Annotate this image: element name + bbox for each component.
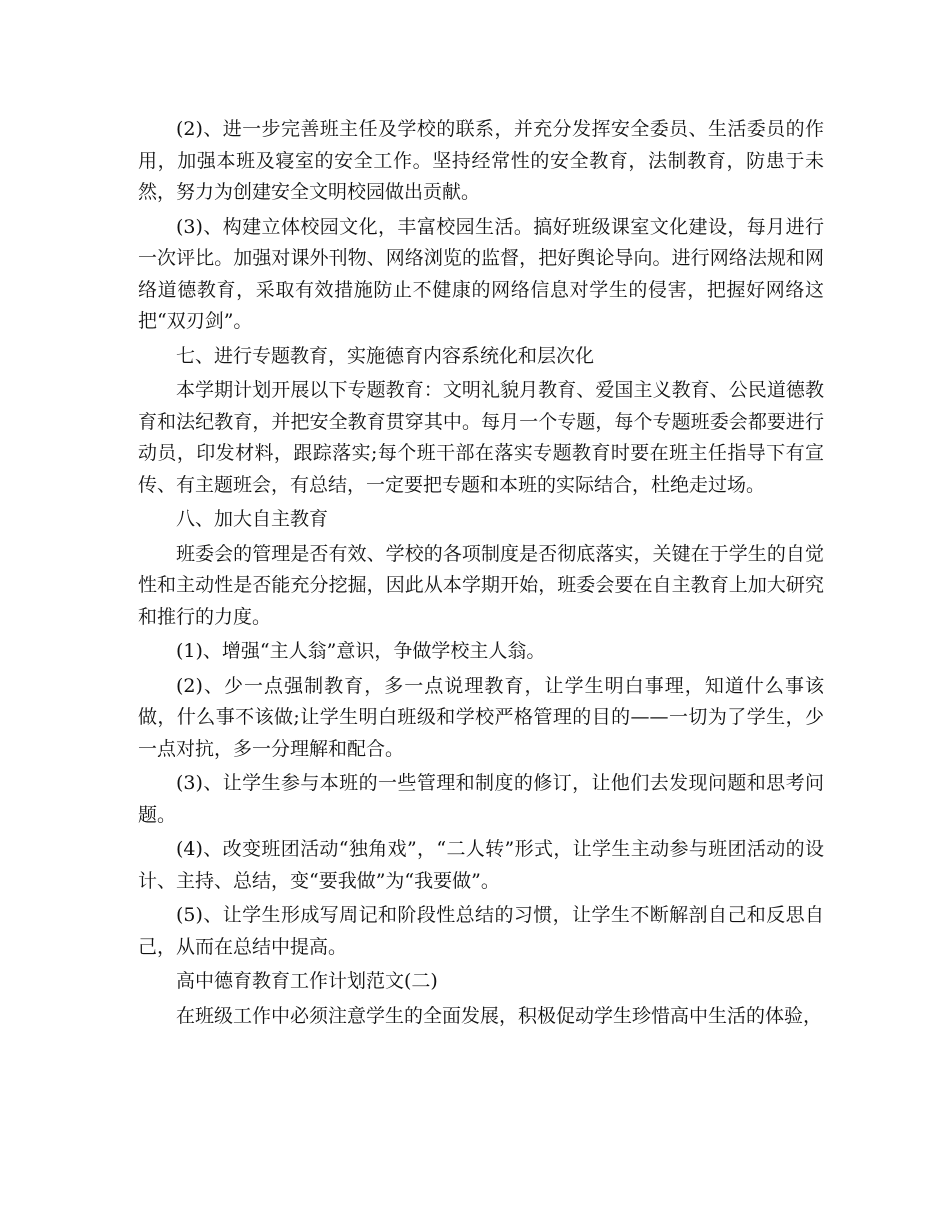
paragraph-campus-culture: (3)、构建立体校园文化，丰富校园生活。搞好班级课室文化建设，每月进行一次评比。加强对课外刊物、网络浏览的监督，把好舆论导向。进行网络法规和网络道德教育，采取有效措施防止不健康的网络信息对学生的侵害，把握好网络这把“双刃剑”。	[138, 215, 824, 332]
list-item-2: (2)、少一点强制教育，多一点说理教育，让学生明白事理，知道什么事该做，什么事不该做;让学生明白班级和学校严格管理的目的——一切为了学生，少一点对抗，多一分理解和配合。	[138, 674, 824, 760]
document-subtitle: 高中德育教育工作计划范文(二)	[176, 970, 438, 992]
list-item-3: (3)、让学生参与本班的一些管理和制度的修订，让他们去发现问题和思考问题。	[138, 772, 824, 826]
document-page	[138, 114, 824, 1035]
section-heading-8: 八、加大自主教育	[176, 508, 329, 530]
paragraph-safety-committee: (2)、进一步完善班主任及学校的联系，并充分发挥安全委员、生活委员的作用，加强本班及寝室的安全工作。坚持经常性的安全教育，法制教育，防患于未然，努力为创建安全文明校园做出贡献。	[138, 118, 824, 203]
list-item-5: (5)、让学生形成写周记和阶段性总结的习惯，让学生不断解剖自己和反思自己，从而在总结中提高。	[138, 904, 824, 958]
paragraph-class-work: 在班级工作中必须注意学生的全面发展，积极促动学生珍惜高中生活的体验，	[176, 1004, 823, 1027]
list-item-1: (1)、增强“主人翁”意识，争做学校主人翁。	[176, 640, 546, 662]
paragraph-topic-education: 本学期计划开展以下专题教育：文明礼貌月教育、爱国主义教育、公民道德教育和法纪教育，并把安全教育贯穿其中。每月一个专题，每个专题班委会都要进行动员，印发材料，跟踪落实;每个班干部在落实专题教育时要在班主任指导下有宣传、有主题班会，有总结，一定要把专题和本班的实际结合，杜绝走过场。	[138, 379, 824, 496]
section-heading-7: 七、进行专题教育，实施德育内容系统化和层次化	[176, 344, 595, 367]
paragraph-self-education: 班委会的管理是否有效、学校的各项制度是否彻底落实，关键在于学生的自觉性和主动性是否能充分挖掘，因此从本学期开始，班委会要在自主教育上加大研究和推行的力度。	[138, 542, 824, 628]
list-item-4: (4)、改变班团活动“独角戏”，“二人转”形式，让学生主动参与班团活动的设计、主持、总结，变“要我做”为“我要做”。	[138, 838, 824, 892]
